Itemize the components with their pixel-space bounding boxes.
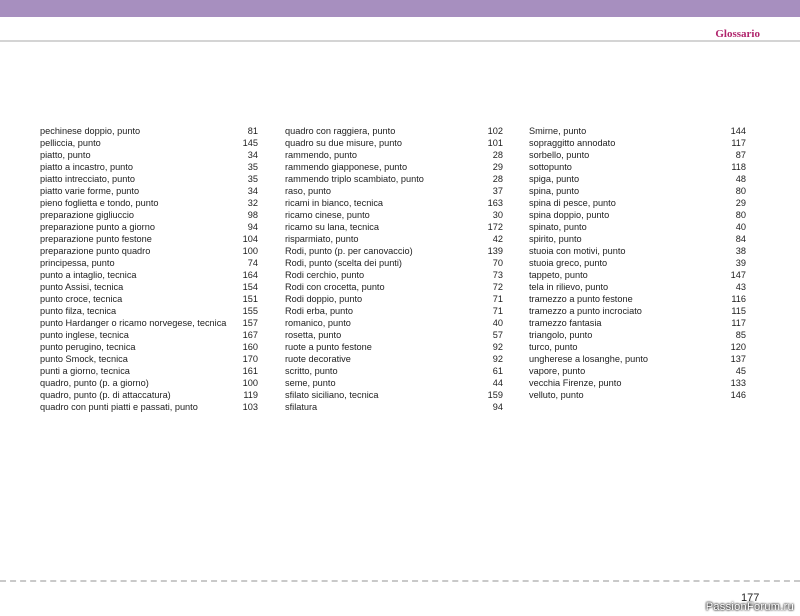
entry-term: rammendo triplo scambiato, punto (285, 174, 424, 184)
index-entry (40, 185, 258, 197)
index-entry (40, 125, 258, 137)
entry-term: preparazione punto a giorno (40, 222, 155, 232)
index-entry (40, 401, 258, 413)
entry-term: tela in rilievo, punto (529, 282, 609, 292)
header-divider (0, 40, 800, 42)
entry-term: risparmiato, punto (285, 234, 359, 244)
entry-term: piatto, punto (40, 150, 91, 160)
entry-term: quadro, punto (p. a giorno) (40, 378, 149, 388)
index-entry (40, 221, 258, 233)
entry-page: 100 (242, 246, 258, 256)
index-entry (529, 353, 746, 365)
entry-page: 40 (492, 318, 503, 328)
index-entry (285, 161, 503, 173)
index-entry (285, 341, 503, 353)
index-entry (529, 317, 746, 329)
index-entry (529, 245, 746, 257)
entry-page: 101 (487, 138, 503, 148)
entry-term: punto croce, tecnica (40, 294, 123, 304)
entry-term: spina doppio, punto (529, 210, 610, 220)
entry-page: 29 (735, 198, 746, 208)
entry-term: sfilatura (285, 402, 318, 412)
entry-term: ruote a punto festone (285, 342, 372, 352)
index-entry (285, 233, 503, 245)
entry-page: 42 (492, 234, 503, 244)
entry-page: 119 (243, 390, 258, 400)
watermark: PassionForum.ru (705, 601, 794, 613)
index-entry (529, 233, 746, 245)
entry-page: 40 (735, 222, 746, 232)
entry-page: 116 (731, 294, 746, 304)
index-entry (529, 365, 746, 377)
entry-term: quadro con raggiera, punto (285, 126, 396, 136)
index-entry (285, 149, 503, 161)
index-entry (285, 257, 503, 269)
section-title: Glossario (715, 28, 760, 40)
entry-page: 157 (242, 318, 258, 328)
index-entry (529, 197, 746, 209)
entry-term: raso, punto (285, 186, 331, 196)
index-entry (40, 329, 258, 341)
index-entry (40, 173, 258, 185)
entry-term: punto Smock, tecnica (40, 354, 128, 364)
index-entry (285, 305, 503, 317)
entry-term: Rodi doppio, punto (285, 294, 363, 304)
entry-page: 147 (730, 270, 746, 280)
entry-page: 92 (492, 342, 503, 352)
index-entry (40, 269, 258, 281)
entry-page: 151 (242, 294, 258, 304)
entry-term: triangolo, punto (529, 330, 593, 340)
entry-term: preparazione punto festone (40, 234, 152, 244)
index-entry (529, 185, 746, 197)
entry-page: 37 (492, 186, 503, 196)
index-entry (529, 305, 746, 317)
entry-term: punto a intaglio, tecnica (40, 270, 137, 280)
entry-term: preparazione punto quadro (40, 246, 151, 256)
entry-term: pelliccia, punto (40, 138, 101, 148)
entry-page: 120 (730, 342, 746, 352)
entry-term: punto inglese, tecnica (40, 330, 129, 340)
entry-term: seme, punto (285, 378, 336, 388)
entry-term: punti a giorno, tecnica (40, 366, 130, 376)
entry-term: sottopunto (529, 162, 572, 172)
entry-page: 73 (492, 270, 503, 280)
entry-page: 84 (735, 234, 746, 244)
entry-term: vapore, punto (529, 366, 586, 376)
index-entry (40, 293, 258, 305)
entry-term: pechinese doppio, punto (40, 126, 141, 136)
entry-term: punto perugino, tecnica (40, 342, 136, 352)
index-entry (285, 125, 503, 137)
index-entry (40, 377, 258, 389)
entry-term: quadro con punti piatti e passati, punto (40, 402, 198, 412)
index-entry (285, 197, 503, 209)
index-entry (529, 269, 746, 281)
entry-term: quadro su due misure, punto (285, 138, 402, 148)
index-entry (40, 137, 258, 149)
entry-term: spinato, punto (529, 222, 587, 232)
index-entry (40, 233, 258, 245)
entry-term: spina, punto (529, 186, 580, 196)
entry-page: 155 (242, 306, 258, 316)
index-entry (529, 293, 746, 305)
entry-term: ungherese a losanghe, punto (529, 354, 649, 364)
header-bar (0, 0, 800, 17)
entry-page: 28 (492, 174, 503, 184)
entry-term: scritto, punto (285, 366, 338, 376)
entry-page: 144 (730, 126, 746, 136)
index-entry (285, 293, 503, 305)
entry-page: 163 (487, 198, 503, 208)
entry-term: quadro, punto (p. di attaccatura) (40, 390, 171, 400)
entry-page: 164 (242, 270, 258, 280)
index-entry (529, 125, 746, 137)
entry-term: tramezzo a punto incrociato (529, 306, 642, 316)
entry-page: 72 (492, 282, 503, 292)
entry-page: 137 (730, 354, 746, 364)
entry-term: rosetta, punto (285, 330, 342, 340)
entry-term: tramezzo a punto festone (529, 294, 633, 304)
entry-page: 146 (730, 390, 746, 400)
entry-page: 118 (731, 162, 746, 172)
index-entry (40, 161, 258, 173)
entry-term: sfilato siciliano, tecnica (285, 390, 379, 400)
entry-page: 102 (487, 126, 503, 136)
index-entry (529, 341, 746, 353)
index-entry (529, 257, 746, 269)
entry-term: Smirne, punto (529, 126, 587, 136)
entry-page: 45 (735, 366, 746, 376)
entry-page: 43 (735, 282, 746, 292)
index-entry (285, 173, 503, 185)
entry-page: 81 (247, 126, 258, 136)
entry-term: tramezzo fantasia (529, 318, 602, 328)
entry-page: 35 (247, 174, 258, 184)
entry-term: Rodi con crocetta, punto (285, 282, 385, 292)
index-entry (40, 317, 258, 329)
entry-page: 160 (242, 342, 258, 352)
entry-page: 71 (492, 294, 503, 304)
index-entry (285, 221, 503, 233)
index-entry (40, 149, 258, 161)
index-entry (529, 161, 746, 173)
index-entry (285, 137, 503, 149)
entry-term: rammendo giapponese, punto (285, 162, 408, 172)
entry-page: 70 (492, 258, 503, 268)
index-entry (40, 209, 258, 221)
index-column-2 (285, 125, 503, 413)
entry-term: Rodi erba, punto (285, 306, 353, 316)
entry-term: spirito, punto (529, 234, 582, 244)
entry-page: 103 (242, 402, 258, 412)
index-entry (285, 389, 503, 401)
entry-page: 115 (731, 306, 746, 316)
entry-page: 139 (487, 246, 503, 256)
entry-page: 87 (735, 150, 746, 160)
entry-term: vecchia Firenze, punto (529, 378, 622, 388)
entry-page: 94 (492, 402, 503, 412)
entry-page: 29 (492, 162, 503, 172)
entry-page: 57 (492, 330, 503, 340)
entry-term: principessa, punto (40, 258, 115, 268)
entry-term: punto Hardanger o ricamo norvegese, tecnica (40, 318, 227, 328)
entry-page: 100 (242, 378, 258, 388)
entry-term: preparazione gigliuccio (40, 210, 134, 220)
entry-page: 38 (735, 246, 746, 256)
entry-page: 170 (242, 354, 258, 364)
entry-page: 35 (247, 162, 258, 172)
entry-term: Rodi, punto (p. per canovaccio) (285, 246, 413, 256)
index-entry (285, 245, 503, 257)
entry-term: ricamo cinese, punto (285, 210, 370, 220)
index-entry (529, 329, 746, 341)
entry-page: 61 (492, 366, 503, 376)
index-entry (40, 353, 258, 365)
index-entry (285, 317, 503, 329)
index-entry (40, 341, 258, 353)
index-column-3 (529, 125, 746, 401)
entry-term: ricamo su lana, tecnica (285, 222, 379, 232)
index-entry (285, 365, 503, 377)
entry-term: stuoia con motivi, punto (529, 246, 626, 256)
entry-page: 34 (247, 186, 258, 196)
entry-page: 74 (247, 258, 258, 268)
index-entry (40, 257, 258, 269)
entry-page: 80 (735, 210, 746, 220)
entry-page: 85 (735, 330, 746, 340)
index-entry (285, 269, 503, 281)
entry-term: romanico, punto (285, 318, 351, 328)
entry-term: ricami in bianco, tecnica (285, 198, 384, 208)
index-entry (529, 281, 746, 293)
entry-page: 94 (247, 222, 258, 232)
entry-term: rammendo, punto (285, 150, 358, 160)
entry-page: 154 (242, 282, 258, 292)
index-entry (40, 245, 258, 257)
entry-term: piatto varie forme, punto (40, 186, 140, 196)
entry-term: tappeto, punto (529, 270, 588, 280)
index-entry (40, 305, 258, 317)
entry-term: sopraggitto annodato (529, 138, 616, 148)
entry-page: 104 (242, 234, 258, 244)
index-entry (529, 137, 746, 149)
entry-term: piatto a incastro, punto (40, 162, 133, 172)
entry-page: 71 (492, 306, 503, 316)
entry-page: 32 (247, 198, 258, 208)
index-entry (529, 389, 746, 401)
index-entry (529, 173, 746, 185)
index-entry (40, 281, 258, 293)
index-entry (285, 377, 503, 389)
entry-page: 145 (242, 138, 258, 148)
entry-term: spiga, punto (529, 174, 580, 184)
entry-page: 39 (735, 258, 746, 268)
index-column-1 (40, 125, 258, 413)
index-entry (529, 149, 746, 161)
entry-page: 48 (735, 174, 746, 184)
entry-page: 117 (731, 138, 746, 148)
footer-divider (0, 580, 800, 582)
entry-term: spina di pesce, punto (529, 198, 616, 208)
entry-page: 92 (492, 354, 503, 364)
entry-page: 28 (492, 150, 503, 160)
index-entry (285, 185, 503, 197)
entry-page: 98 (247, 210, 258, 220)
entry-term: pieno foglietta e tondo, punto (40, 198, 159, 208)
entry-page: 117 (731, 318, 746, 328)
index-entry (40, 389, 258, 401)
index-entry (529, 221, 746, 233)
entry-term: Rodi, punto (scelta dei punti) (285, 258, 402, 268)
entry-term: turco, punto (529, 342, 578, 352)
index-entry (529, 209, 746, 221)
entry-page: 34 (247, 150, 258, 160)
entry-term: ruote decorative (285, 354, 351, 364)
index-entry (285, 353, 503, 365)
entry-page: 30 (492, 210, 503, 220)
entry-term: piatto intrecciato, punto (40, 174, 135, 184)
entry-term: Rodi cerchio, punto (285, 270, 365, 280)
index-entry (529, 377, 746, 389)
entry-term: punto filza, tecnica (40, 306, 117, 316)
page-number: 177 (741, 592, 760, 604)
entry-page: 44 (492, 378, 503, 388)
index-entry (285, 281, 503, 293)
index-entry (40, 365, 258, 377)
entry-page: 159 (487, 390, 503, 400)
entry-term: stuoia greco, punto (529, 258, 608, 268)
entry-page: 167 (242, 330, 258, 340)
index-entry (285, 329, 503, 341)
entry-page: 161 (242, 366, 258, 376)
entry-page: 80 (735, 186, 746, 196)
index-entry (285, 209, 503, 221)
entry-term: punto Assisi, tecnica (40, 282, 124, 292)
entry-term: velluto, punto (529, 390, 584, 400)
index-entry (40, 197, 258, 209)
index-entry (285, 401, 503, 413)
entry-term: sorbello, punto (529, 150, 590, 160)
entry-page: 133 (730, 378, 746, 388)
entry-page: 172 (487, 222, 503, 232)
